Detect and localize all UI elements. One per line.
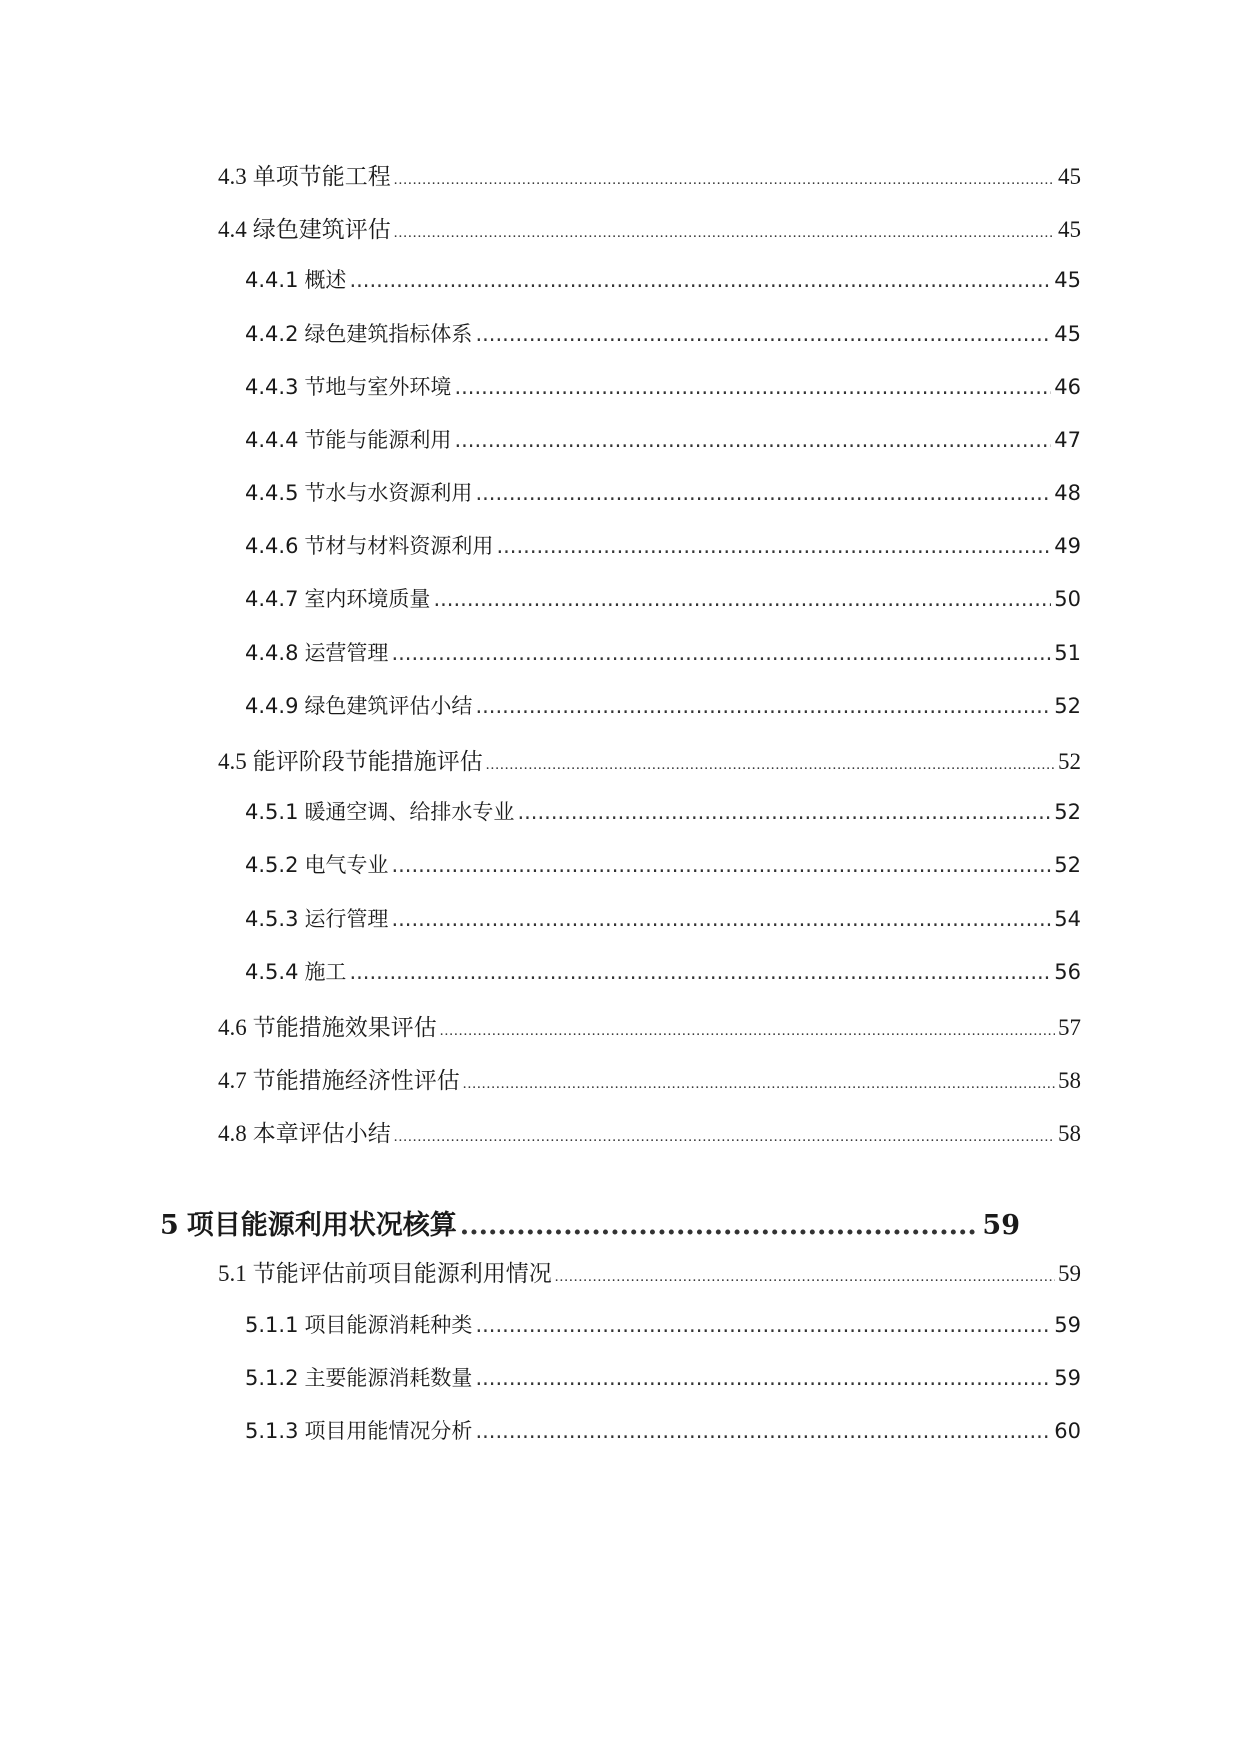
toc-entry-4-7[interactable] bbox=[218, 1062, 1081, 1102]
page-number: 56 bbox=[1054, 960, 1081, 984]
section-title: 节材与材料资源利用 bbox=[304, 534, 494, 558]
dot-leader bbox=[391, 641, 1051, 665]
toc-entry-4-4[interactable] bbox=[218, 211, 1081, 251]
section-number: 4.7 bbox=[218, 1068, 247, 1093]
section-title: 节能评估前项目能源利用情况 bbox=[252, 1261, 552, 1286]
section-title: 节能措施经济性评估 bbox=[252, 1068, 460, 1093]
section-number: 5.1 bbox=[218, 1261, 247, 1286]
toc-entry-4-5[interactable] bbox=[218, 743, 1081, 783]
page-number: 58 bbox=[1058, 1068, 1081, 1093]
toc-entry-4-3[interactable] bbox=[218, 158, 1081, 198]
section-title: 绿色建筑评估 bbox=[252, 217, 391, 242]
section-number: 4.8 bbox=[218, 1121, 247, 1146]
dot-leader bbox=[475, 1313, 1051, 1337]
page-number: 49 bbox=[1054, 534, 1081, 558]
dot-leader bbox=[496, 534, 1051, 558]
section-title: 节能与能源利用 bbox=[304, 428, 452, 452]
page-number: 50 bbox=[1054, 587, 1081, 611]
dot-leader bbox=[460, 1210, 980, 1241]
page-number: 60 bbox=[1054, 1419, 1081, 1443]
toc-entry-5-1-1[interactable] bbox=[245, 1309, 1081, 1349]
section-number: 4.6 bbox=[218, 1015, 247, 1040]
page-number: 45 bbox=[1054, 268, 1081, 292]
section-number: 4.5.4 bbox=[245, 960, 299, 984]
dot-leader bbox=[475, 481, 1051, 505]
section-title: 绿色建筑指标体系 bbox=[304, 322, 473, 346]
dot-leader bbox=[486, 757, 1055, 774]
dot-leader bbox=[475, 1366, 1051, 1390]
toc-entry-4-4-7[interactable] bbox=[245, 583, 1081, 623]
section-title: 主要能源消耗数量 bbox=[304, 1366, 473, 1390]
page-number: 59 bbox=[1054, 1366, 1081, 1390]
page-number: 59 bbox=[982, 1210, 1020, 1241]
dot-leader bbox=[454, 428, 1051, 452]
dot-leader bbox=[349, 960, 1051, 984]
section-title: 运行管理 bbox=[304, 907, 389, 931]
section-title: 节水与水资源利用 bbox=[304, 481, 473, 505]
dot-leader bbox=[394, 172, 1055, 189]
page-number: 52 bbox=[1054, 694, 1081, 718]
section-number: 5.1.2 bbox=[245, 1366, 299, 1390]
section-title: 电气专业 bbox=[304, 853, 389, 877]
toc-entry-4-4-9[interactable] bbox=[245, 690, 1081, 730]
section-title: 项目用能情况分析 bbox=[304, 1419, 473, 1443]
dot-leader bbox=[349, 268, 1051, 292]
dot-leader bbox=[475, 322, 1051, 346]
dot-leader bbox=[463, 1076, 1055, 1093]
toc-entry-5-1-3[interactable] bbox=[245, 1415, 1081, 1455]
section-number: 4.5 bbox=[218, 749, 247, 774]
section-title: 暖通空调、给排水专业 bbox=[304, 800, 515, 824]
page-number: 51 bbox=[1054, 641, 1081, 665]
section-number: 4.5.3 bbox=[245, 907, 299, 931]
page-number: 45 bbox=[1058, 164, 1081, 189]
section-number: 4.5.2 bbox=[245, 853, 299, 877]
toc-entry-4-5-2[interactable] bbox=[245, 849, 1081, 889]
dot-leader bbox=[555, 1269, 1055, 1286]
dot-leader bbox=[454, 375, 1051, 399]
section-number: 4.4.2 bbox=[245, 322, 299, 346]
page-number: 45 bbox=[1058, 217, 1081, 242]
dot-leader bbox=[517, 800, 1051, 824]
section-number: 4.4.9 bbox=[245, 694, 299, 718]
section-number: 4.3 bbox=[218, 164, 247, 189]
section-number: 4.4.4 bbox=[245, 428, 299, 452]
page-number: 45 bbox=[1054, 322, 1081, 346]
section-number: 4.5.1 bbox=[245, 800, 299, 824]
page-number: 58 bbox=[1058, 1121, 1081, 1146]
chapter-title: 项目能源利用状况核算 bbox=[186, 1210, 457, 1241]
dot-leader bbox=[440, 1023, 1055, 1040]
section-title: 运营管理 bbox=[304, 641, 389, 665]
section-title: 施工 bbox=[304, 960, 347, 984]
page-number: 57 bbox=[1058, 1015, 1081, 1040]
section-title: 概述 bbox=[304, 268, 347, 292]
toc-entry-4-4-2[interactable] bbox=[245, 318, 1081, 358]
toc-entry-4-4-8[interactable] bbox=[245, 637, 1081, 677]
dot-leader bbox=[391, 907, 1051, 931]
dot-leader bbox=[475, 1419, 1051, 1443]
page-number: 52 bbox=[1058, 749, 1081, 774]
page-number: 48 bbox=[1054, 481, 1081, 505]
dot-leader bbox=[433, 587, 1051, 611]
page-number: 52 bbox=[1054, 853, 1081, 877]
section-number: 4.4.8 bbox=[245, 641, 299, 665]
toc-entry-4-5-3[interactable] bbox=[245, 903, 1081, 943]
section-number: 4.4.6 bbox=[245, 534, 299, 558]
section-title: 节能措施效果评估 bbox=[252, 1015, 437, 1040]
section-number: 4.4.1 bbox=[245, 268, 299, 292]
dot-leader bbox=[394, 225, 1055, 242]
section-title: 单项节能工程 bbox=[252, 164, 391, 189]
chapter-number: 5 bbox=[160, 1210, 179, 1241]
toc-entry-5-1[interactable] bbox=[218, 1255, 1081, 1295]
toc-entry-5-1-2[interactable] bbox=[245, 1362, 1081, 1402]
toc-entry-4-5-1[interactable] bbox=[245, 796, 1081, 836]
toc-entry-4-4-6[interactable] bbox=[245, 530, 1081, 570]
toc-chapter-5[interactable] bbox=[160, 1203, 1020, 1243]
section-title: 绿色建筑评估小结 bbox=[304, 694, 473, 718]
dot-leader bbox=[475, 694, 1051, 718]
section-number: 5.1.3 bbox=[245, 1419, 299, 1443]
page-number: 54 bbox=[1054, 907, 1081, 931]
page-number: 47 bbox=[1054, 428, 1081, 452]
page-number: 59 bbox=[1058, 1261, 1081, 1286]
toc-entry-4-8[interactable] bbox=[218, 1115, 1081, 1155]
section-title: 项目能源消耗种类 bbox=[304, 1313, 473, 1337]
dot-leader bbox=[394, 1129, 1055, 1146]
section-number: 4.4 bbox=[218, 217, 247, 242]
page-number: 46 bbox=[1054, 375, 1081, 399]
section-title: 本章评估小结 bbox=[252, 1121, 391, 1146]
section-number: 4.4.7 bbox=[245, 587, 299, 611]
section-title: 节地与室外环境 bbox=[304, 375, 452, 399]
section-number: 4.4.5 bbox=[245, 481, 299, 505]
toc-entry-4-4-5[interactable] bbox=[245, 477, 1081, 517]
toc-entry-4-4-3[interactable] bbox=[245, 371, 1081, 411]
page-number: 52 bbox=[1054, 800, 1081, 824]
page-number: 59 bbox=[1054, 1313, 1081, 1337]
toc-entry-4-4-4[interactable] bbox=[245, 424, 1081, 464]
dot-leader bbox=[391, 853, 1051, 877]
toc-entry-4-6[interactable] bbox=[218, 1009, 1081, 1049]
section-number: 5.1.1 bbox=[245, 1313, 299, 1337]
toc-entry-4-5-4[interactable] bbox=[245, 956, 1081, 996]
section-number: 4.4.3 bbox=[245, 375, 299, 399]
section-title: 能评阶段节能措施评估 bbox=[252, 749, 483, 774]
section-title: 室内环境质量 bbox=[304, 587, 431, 611]
toc-entry-4-4-1[interactable] bbox=[245, 264, 1081, 304]
